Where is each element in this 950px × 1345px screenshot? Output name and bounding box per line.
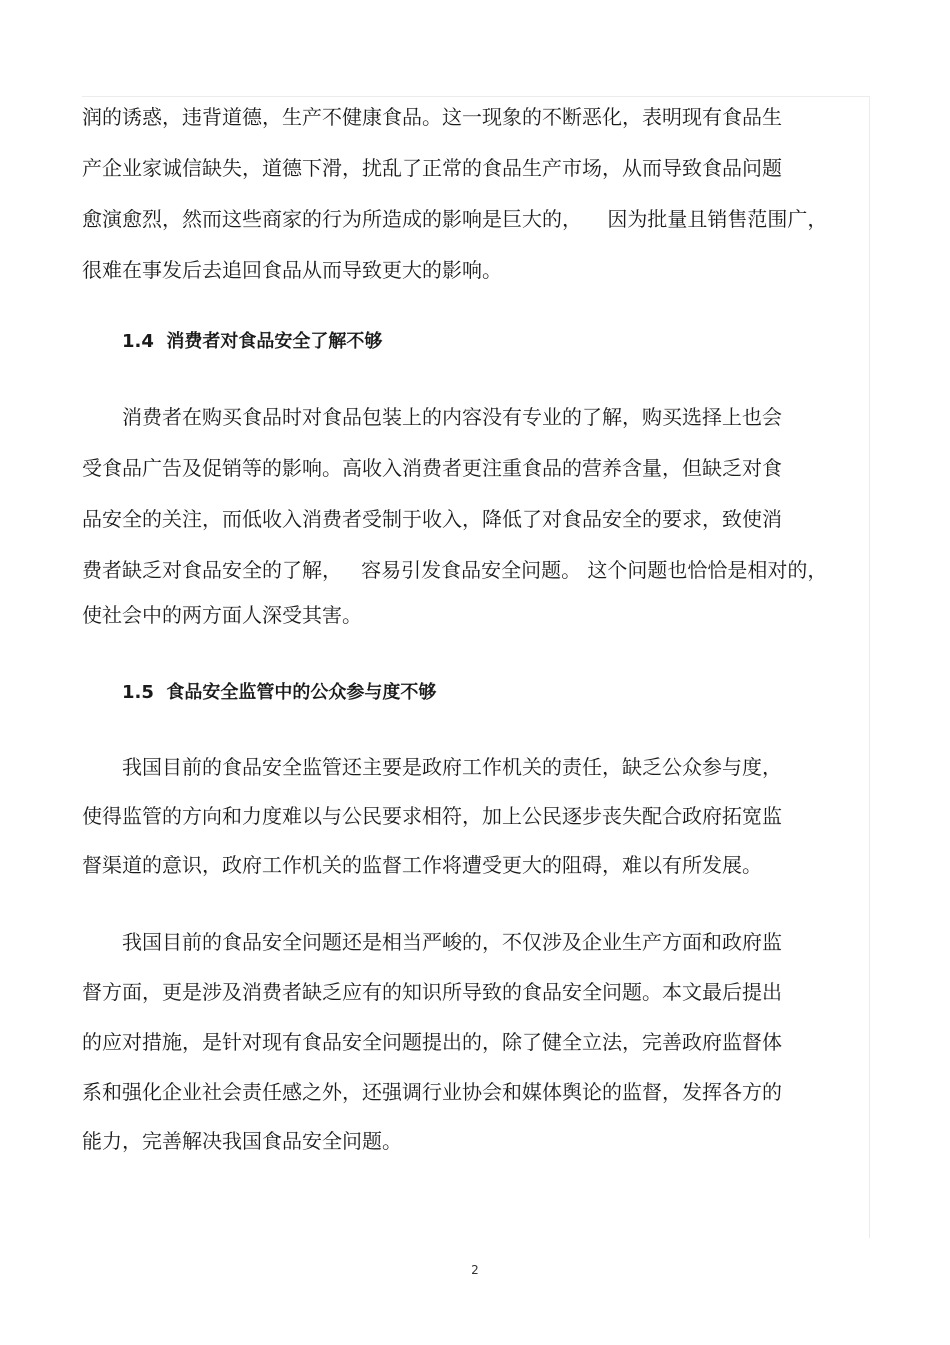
text-line: 我国目前的食品安全监管还主要是政府工作机关的责任，缺乏公众参与度， xyxy=(122,755,782,779)
text-line: 润的诱惑，违背道德，生产不健康食品。这一现象的不断恶化，表明现有食品生 xyxy=(82,105,782,129)
text-line: 很难在事发后去追回食品从而导致更大的影响。 xyxy=(82,258,502,282)
text-line: 产企业家诚信缺失，道德下滑，扰乱了正常的食品生产市场，从而导致食品问题 xyxy=(82,156,782,180)
text-line: 品安全的关注，而低收入消费者受制于收入，降低了对食品安全的要求，致使消 xyxy=(82,507,782,531)
section-heading-1-5: 1.5 食品安全监管中的公众参与度不够 xyxy=(122,682,437,703)
text-line: 系和强化企业社会责任感之外，还强调行业协会和媒体舆论的监督，发挥各方的 xyxy=(82,1080,782,1104)
text-line: 使社会中的两方面人深受其害。 xyxy=(82,603,362,627)
page-border-right xyxy=(869,96,870,1238)
text-line: 受食品广告及促销等的影响。高收入消费者更注重食品的营养含量，但缺乏对食 xyxy=(82,456,782,480)
text-line: 费者缺乏对食品安全的了解， 容易引发食品安全问题。 这个问题也恰恰是相对的， xyxy=(82,558,828,582)
text-line: 能力，完善解决我国食品安全问题。 xyxy=(82,1129,402,1153)
page-border-top xyxy=(82,96,870,97)
text-line: 我国目前的食品安全问题还是相当严峻的，不仅涉及企业生产方面和政府监 xyxy=(122,930,782,954)
text-line: 愈演愈烈，然而这些商家的行为所造成的影响是巨大的， 因为批量且销售范围广， xyxy=(82,207,828,231)
page-number: 2 xyxy=(471,1263,479,1277)
text-line: 督渠道的意识，政府工作机关的监督工作将遭受更大的阻碍，难以有所发展。 xyxy=(82,853,762,877)
text-line: 消费者在购买食品时对食品包装上的内容没有专业的了解，购买选择上也会 xyxy=(122,405,782,429)
section-heading-1-4: 1.4 消费者对食品安全了解不够 xyxy=(122,331,383,352)
text-line: 使得监管的方向和力度难以与公民要求相符，加上公民逐步丧失配合政府拓宽监 xyxy=(82,804,782,828)
text-line: 的应对措施，是针对现有食品安全问题提出的，除了健全立法，完善政府监督体 xyxy=(82,1030,782,1054)
text-line: 督方面，更是涉及消费者缺乏应有的知识所导致的食品安全问题。本文最后提出 xyxy=(82,980,782,1004)
